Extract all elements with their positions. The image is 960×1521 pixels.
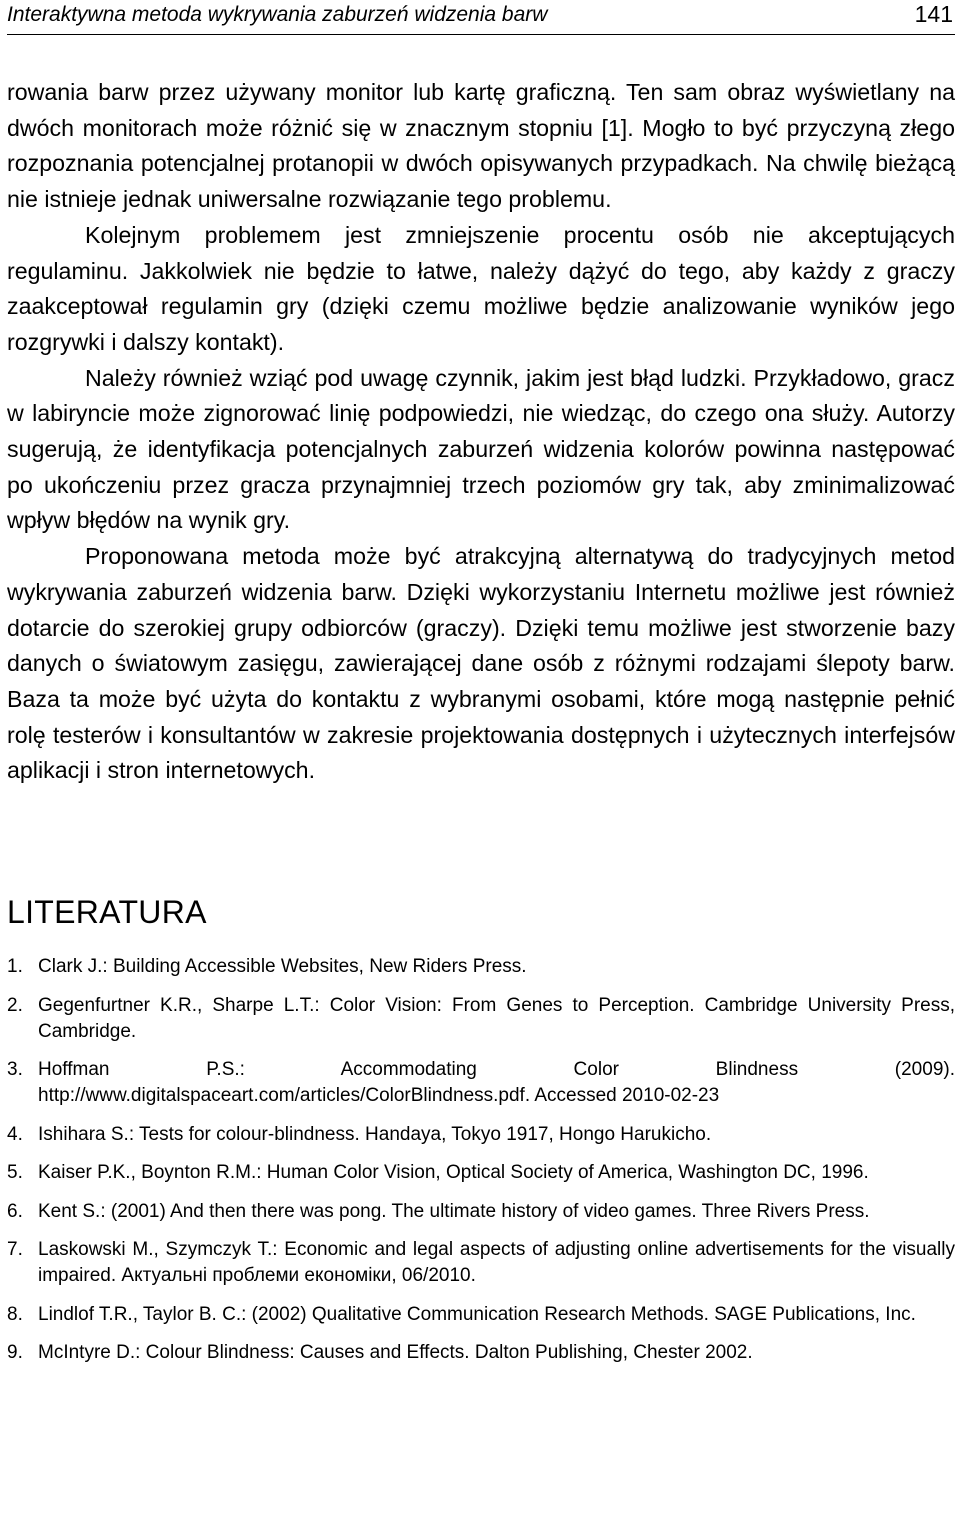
- document-page: [7, 0, 955, 1379]
- references-list: [7, 954, 955, 1366]
- reference-number: 2.: [7, 994, 23, 1016]
- body-text: [7, 75, 955, 789]
- page-number: 141: [914, 1, 953, 27]
- reference-number: 5.: [7, 1162, 23, 1184]
- reference-number: 6.: [7, 1200, 23, 1222]
- reference-text: Kent S.: (2001) And then there was pong. The ultimate history of video games. Three Rivers Press.: [38, 1200, 870, 1222]
- reference-text: Laskowski M., Szymczyk T.: Economic and legal aspects of adjusting online advertisements for the visually impaired. Актуальні проблеми економіки, 06/2010.: [38, 1239, 955, 1287]
- paragraph: Należy również wziąć pod uwagę czynnik, jakim jest błąd ludzki. Przykładowo, gracz w labiryncie może zignorować linię podpowiedzi, nie wiedząc, do czego ona służy. Autorzy sugerują, że identyfikacja potencjalnych zaburzeń widzenia kolorów powinna następować po ukończeniu przez gracza przynajmniej trzech poziomów gry tak, aby zminimalizować wpływ błędów na wynik gry.: [7, 364, 955, 534]
- reference-item: [7, 1057, 955, 1109]
- running-title: Interaktywna metoda wykrywania zaburzeń widzenia barw: [7, 3, 548, 26]
- reference-number: 8.: [7, 1303, 23, 1325]
- reference-text: Clark J.: Building Accessible Websites, New Riders Press.: [38, 956, 527, 978]
- reference-number: 4.: [7, 1123, 23, 1145]
- reference-item: [7, 1237, 955, 1289]
- reference-item: [7, 1160, 955, 1186]
- reference-item: [7, 1340, 955, 1366]
- reference-text: Ishihara S.: Tests for colour-blindness. Handaya, Tokyo 1917, Hongo Harukicho.: [38, 1123, 712, 1145]
- reference-item: [7, 1199, 955, 1225]
- paragraph: Proponowana metoda może być atrakcyjną alternatywą do tradycyjnych metod wykrywania zaburzeń widzenia barw. Dzięki wykorzystaniu Internetu możliwe jest również dotarcie do szerokiej grupy odbiorców (graczy). Dzięki temu możliwe jest stworzenie bazy danych o światowym zasięgu, zawierającej dane osób z różnymi rodzajami ślepoty barw. Baza ta może być użyta do kontaktu z wybranymi osobami, które mogą następnie pełnić rolę testerów i konsultantów w zakresie projektowania dostępnych i użytecznych interfejsów aplikacji i stron internetowych.: [7, 543, 955, 784]
- paragraph: Kolejnym problemem jest zmniejszenie procentu osób nie akceptujących regulaminu. Jakkolwiek nie będzie to łatwe, należy dążyć do tego, aby każdy z graczy zaakceptował regulamin gry (dzięki czemu możliwe będzie analizowanie wyników jego rozgrywki i dalszy kontakt).: [7, 221, 955, 355]
- reference-number: 7.: [7, 1239, 23, 1261]
- reference-text: Hoffman P.S.: Accommodating Color Blindness (2009). http://www.digitalspaceart.com/articles/ColorBlindness.pdf. Accessed 2010-02-23: [38, 1059, 955, 1107]
- reference-number: 1.: [7, 956, 23, 978]
- reference-item: [7, 1302, 955, 1328]
- reference-text: Lindlof T.R., Taylor B. C.: (2002) Qualitative Communication Research Methods. SAGE Publications, Inc.: [38, 1303, 916, 1325]
- reference-item: [7, 954, 955, 980]
- reference-number: 9.: [7, 1342, 23, 1364]
- paragraph: rowania barw przez używany monitor lub kartę graficzną. Ten sam obraz wyświetlany na dwóch monitorach może różnić się w znacznym stopniu [1]. Mogło to być przyczyną złego rozpoznania potencjalnej protanopii w dwóch opisywanych przypadkach. Na chwilę bieżącą nie istnieje jednak uniwersalne rozwiązanie tego problemu.: [7, 79, 955, 213]
- reference-text: McIntyre D.: Colour Blindness: Causes and Effects. Dalton Publishing, Chester 2002.: [38, 1342, 753, 1364]
- running-header: [7, 0, 955, 35]
- reference-text: Gegenfurtner K.R., Sharpe L.T.: Color Vision: From Genes to Perception. Cambridge University Press, Cambridge.: [38, 994, 955, 1042]
- reference-item: [7, 993, 955, 1045]
- reference-item: [7, 1122, 955, 1148]
- references-heading: LITERATURA: [7, 894, 207, 931]
- reference-text: Kaiser P.K., Boynton R.M.: Human Color Vision, Optical Society of America, Washington DC, 1996.: [38, 1162, 869, 1184]
- reference-number: 3.: [7, 1059, 23, 1081]
